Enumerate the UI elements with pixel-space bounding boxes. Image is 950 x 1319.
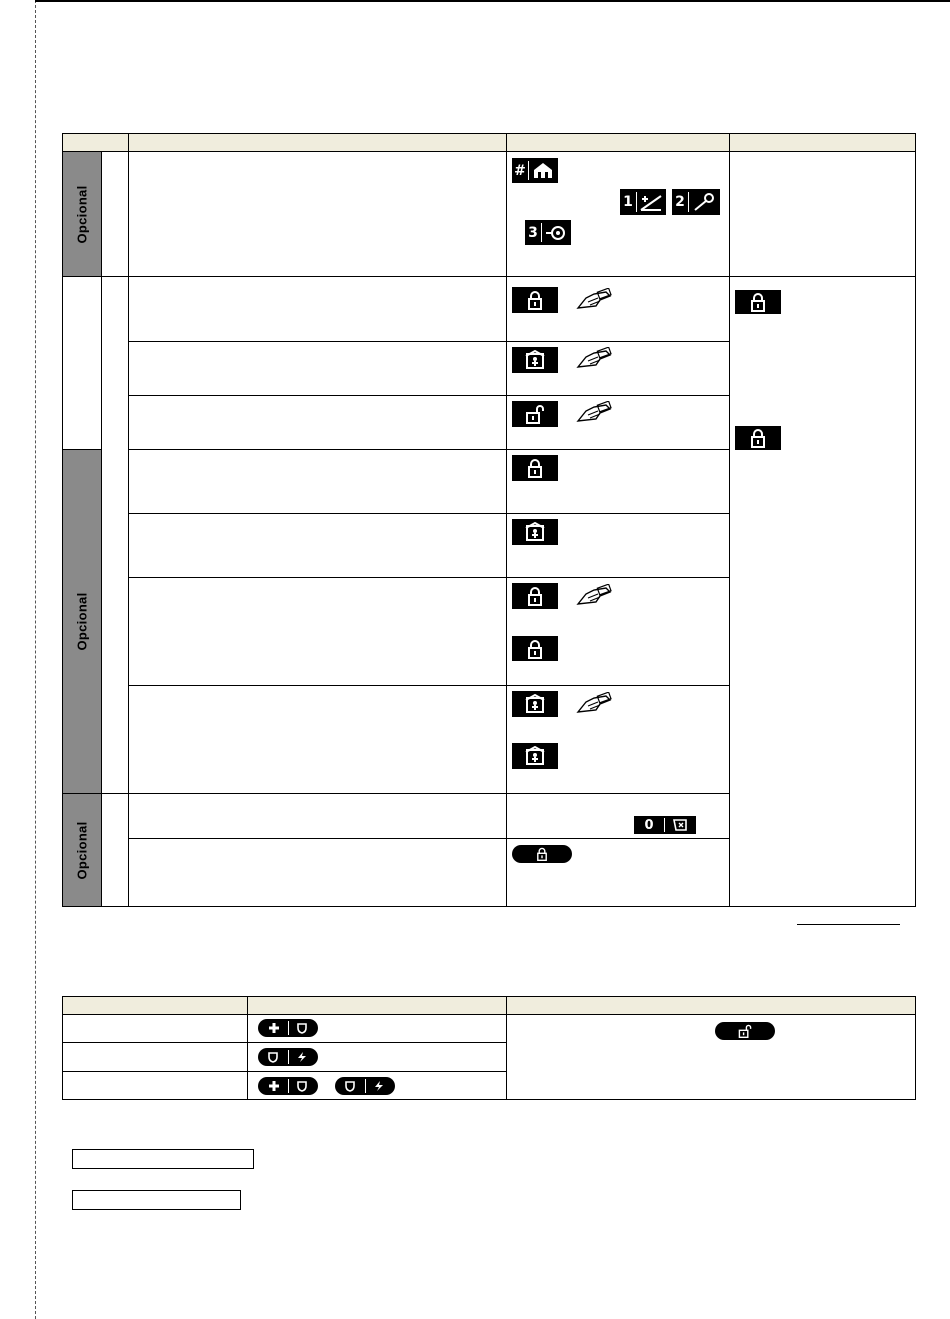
side-label-optional-c: Opcional xyxy=(74,820,90,880)
proximity-tag-hand-icon xyxy=(576,347,614,369)
arming-table-header xyxy=(62,133,916,151)
t1-line xyxy=(128,133,129,152)
plus-icon xyxy=(268,1022,280,1034)
t1-line xyxy=(62,151,916,152)
lock-icon xyxy=(527,639,543,659)
lock-icon xyxy=(527,458,543,478)
t1-line xyxy=(62,906,916,907)
home-person-key xyxy=(512,743,558,769)
target-icon xyxy=(544,223,568,242)
side-label-optional-b: Opcional xyxy=(74,592,90,651)
microphone-icon xyxy=(691,192,717,212)
shield-flash-key xyxy=(335,1077,395,1095)
proximity-tag-hand-icon xyxy=(576,584,614,606)
key-3-label: 3 xyxy=(528,224,538,241)
side-cell-optional-a xyxy=(63,152,101,276)
t1-line xyxy=(128,395,729,396)
lock-icon xyxy=(535,847,549,861)
t1-line xyxy=(915,133,916,907)
lock-key xyxy=(512,583,558,609)
unlock-key xyxy=(512,401,558,427)
t1-line xyxy=(128,838,729,839)
shield-icon xyxy=(296,1022,308,1034)
key-3-target xyxy=(525,220,571,245)
partial-arm-icon xyxy=(639,192,663,212)
blank-box-1 xyxy=(72,1149,254,1169)
lock-key xyxy=(512,287,558,313)
lock-key xyxy=(735,290,781,314)
key-1-partial xyxy=(620,189,666,215)
key-0-bypass xyxy=(634,816,696,834)
t1-line xyxy=(62,133,916,134)
t2-line xyxy=(62,1099,916,1100)
plus-shield-key xyxy=(258,1077,318,1095)
proximity-tag-hand-icon xyxy=(576,401,614,423)
shield-icon xyxy=(296,1080,308,1092)
t2-line xyxy=(62,996,916,997)
lock-pill-key xyxy=(512,845,572,863)
unlock-icon xyxy=(525,404,545,424)
t2-line xyxy=(247,996,248,1100)
home-person-key xyxy=(512,519,558,545)
key-2-mic xyxy=(672,189,720,215)
key-hash-home xyxy=(512,158,558,183)
flash-icon xyxy=(296,1051,308,1063)
proximity-tag-hand-icon xyxy=(576,288,614,310)
t2-line xyxy=(62,996,63,1100)
t2-line xyxy=(62,1014,916,1015)
lock-key xyxy=(735,426,781,450)
t1-line xyxy=(128,685,729,686)
shield-icon xyxy=(344,1080,356,1092)
lock-icon xyxy=(750,428,766,448)
t1-line xyxy=(128,449,729,450)
side-label-optional-a: Opcional xyxy=(74,184,90,244)
key-2-label: 2 xyxy=(675,194,685,210)
t1-line xyxy=(62,449,101,450)
home-person-key xyxy=(512,347,558,373)
flash-icon xyxy=(373,1080,385,1092)
page-margin-line xyxy=(35,0,36,1319)
home-icon xyxy=(531,161,555,180)
bypass-icon xyxy=(671,818,691,832)
panic-table-header xyxy=(62,996,916,1014)
t1-line xyxy=(128,577,729,578)
lock-key xyxy=(512,455,558,481)
hash-label: # xyxy=(514,162,526,179)
t2-line xyxy=(62,1071,506,1072)
proximity-tag-hand-icon xyxy=(576,692,614,714)
home-person-key xyxy=(512,691,558,717)
t2-line xyxy=(506,996,507,1100)
key-1-label: 1 xyxy=(623,194,633,210)
lock-icon xyxy=(750,292,766,312)
t1-line xyxy=(62,276,916,277)
plus-icon xyxy=(268,1080,280,1092)
home-person-icon xyxy=(525,350,545,370)
shield-icon xyxy=(267,1051,279,1063)
unlock-pill-key xyxy=(715,1022,775,1040)
t2-line xyxy=(62,1042,506,1043)
home-person-icon xyxy=(525,746,545,766)
plus-shield-key xyxy=(258,1019,318,1037)
shield-flash-key xyxy=(258,1048,318,1066)
home-person-icon xyxy=(525,694,545,714)
t1-line xyxy=(62,133,63,907)
t1-line xyxy=(62,793,729,794)
blank-box-2 xyxy=(72,1190,241,1210)
t2-line xyxy=(915,996,916,1100)
page-top-rule xyxy=(35,0,950,2)
home-person-icon xyxy=(525,522,545,542)
lock-icon xyxy=(527,290,543,310)
t1-line xyxy=(128,513,729,514)
key-0-label: 0 xyxy=(644,817,654,833)
underline-rule xyxy=(797,924,900,925)
lock-key xyxy=(512,636,558,661)
t1-line xyxy=(128,341,729,342)
side-cell-optional-c xyxy=(63,794,101,906)
t1-line xyxy=(729,133,730,907)
lock-icon xyxy=(527,586,543,606)
t1-line xyxy=(506,133,507,907)
unlock-icon xyxy=(738,1024,752,1038)
side-cell-optional-b xyxy=(63,450,101,793)
